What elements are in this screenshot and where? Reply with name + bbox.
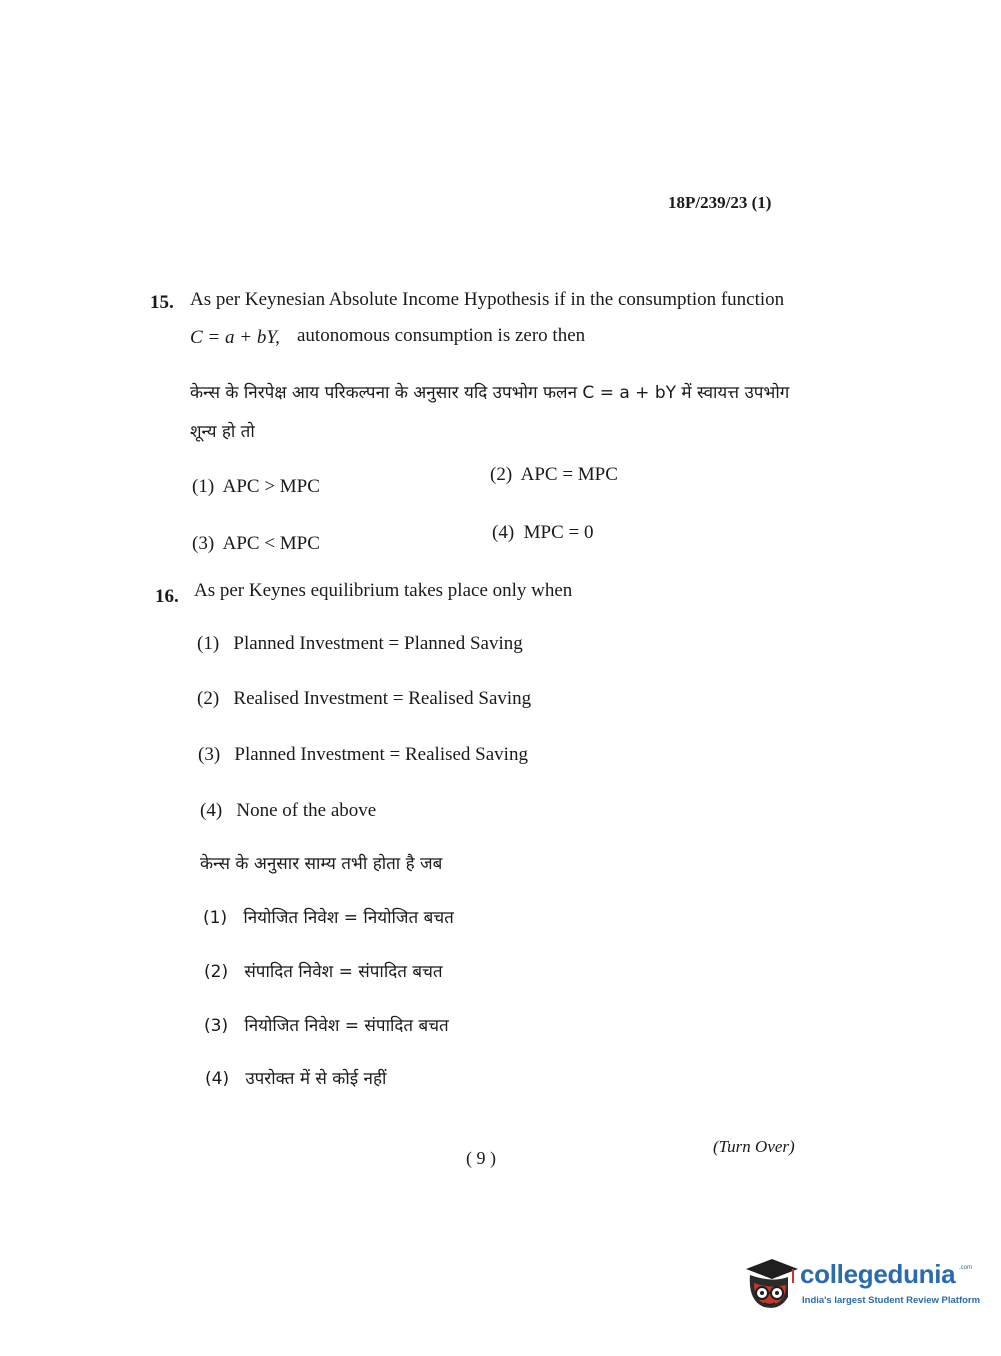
- option-number: (4): [492, 522, 515, 543]
- hindi-option-1: [203, 905, 454, 928]
- option-2: [490, 464, 618, 486]
- paper-code: 18P/239/23 (1): [668, 193, 772, 212]
- option-text: APC < MPC: [222, 533, 320, 554]
- option-1: [197, 633, 523, 655]
- option-number: (2): [204, 962, 229, 982]
- option-text: Planned Investment = Planned Saving: [233, 633, 523, 654]
- option-text: Realised Investment = Realised Saving: [233, 688, 532, 709]
- question-text-line-2: autonomous consumption is zero then: [297, 325, 586, 346]
- hindi-option-3: [204, 1013, 449, 1036]
- question-number: 15.: [150, 292, 174, 313]
- question-formula: C = a + bY,: [190, 327, 280, 348]
- question-hindi-line-1: केन्स के निरपेक्ष आय परिकल्पना के अनुसार यदि उपभोग फलन C = a + bY में स्वायत्त उपभोग: [190, 383, 790, 403]
- question-text: As per Keynes equilibrium takes place only when: [194, 580, 573, 601]
- option-text: MPC = 0: [523, 522, 594, 543]
- option-text: Planned Investment = Realised Saving: [234, 744, 528, 765]
- option-2: [197, 688, 531, 710]
- option-number: (3): [198, 744, 221, 765]
- logo-domain-suffix: .com: [959, 1265, 973, 1271]
- option-number: (4): [200, 800, 223, 821]
- option-number: (3): [192, 533, 215, 554]
- option-number: (3): [204, 1016, 229, 1036]
- collegedunia-logo: [742, 1253, 981, 1315]
- option-number: (1): [192, 476, 215, 497]
- logo-tagline: India's largest Student Review Platform: [802, 1295, 981, 1306]
- logo-name: collegedunia: [800, 1259, 956, 1289]
- option-3: [192, 533, 320, 555]
- option-number: (1): [203, 908, 228, 928]
- option-text: None of the above: [236, 800, 377, 821]
- graduate-face-icon: [742, 1253, 798, 1313]
- hindi-option-2: [204, 959, 443, 982]
- question-hindi-line-2: शून्य हो तो: [190, 422, 255, 442]
- question-text-line-1: As per Keynesian Absolute Income Hypothesis if in the consumption function: [190, 289, 785, 310]
- question-number: 16.: [155, 586, 179, 607]
- option-text: उपरोक्त में से कोई नहीं: [245, 1069, 387, 1089]
- option-4: [200, 800, 376, 822]
- option-number: (1): [197, 633, 220, 654]
- option-number: (2): [197, 688, 220, 709]
- hindi-option-4: [205, 1066, 386, 1089]
- option-number: (4): [205, 1069, 230, 1089]
- option-3: [198, 744, 528, 766]
- question-hindi-text: केन्स के अनुसार साम्य तभी होता है जब: [200, 854, 443, 874]
- option-text: नियोजित निवेश = नियोजित बचत: [243, 908, 454, 928]
- option-text: APC = MPC: [520, 464, 618, 485]
- option-4: [492, 522, 594, 544]
- page-number: ( 9 ): [466, 1148, 496, 1168]
- option-text: नियोजित निवेश = संपादित बचत: [244, 1016, 449, 1036]
- option-number: (2): [490, 464, 513, 485]
- turn-over-note: (Turn Over): [713, 1137, 795, 1156]
- option-text: APC > MPC: [222, 476, 320, 497]
- option-text: संपादित निवेश = संपादित बचत: [244, 962, 443, 982]
- option-1: [192, 476, 320, 498]
